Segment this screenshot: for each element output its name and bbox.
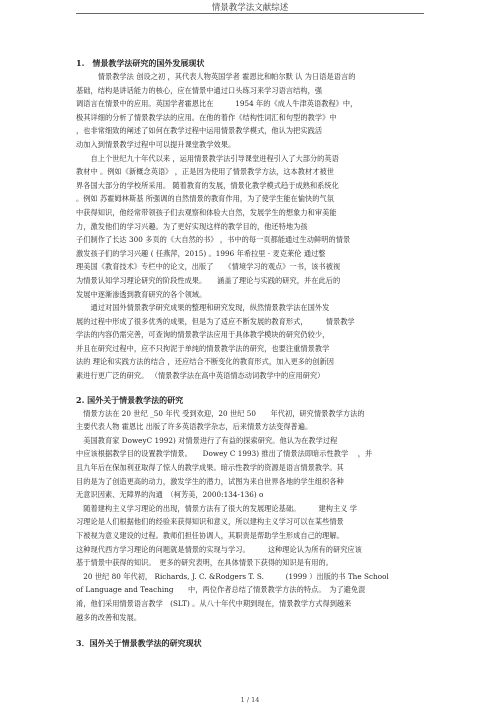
text-line: 习理论是人们根据他们的经验来获得知识和意义，所以建构主义学习可以在某些情景: [76, 517, 344, 527]
text-line: 为情景认知学习理论研究的阶段性成果。 涵盖了理论与实践的研究，并在此后的: [76, 275, 341, 285]
text-line: 目的是为了创造更高的动力，激发学生的潜力，试图为来自世界各地的学生组织各种: [76, 476, 344, 486]
running-header: 情景教学法文献综述: [211, 3, 289, 13]
paragraph: [76, 152, 428, 302]
text-line: 下被视为意义建设的过程。教师们担任协调人，其职责是帮助学生形成自己的理解。: [76, 531, 344, 540]
text-line: 理美国《教育技术》专栏中的论文，出版了 《情境学习的观点》一书，该书被视: [76, 262, 341, 272]
text-line: 基础，结构是讲话能力的核心，应在情景中通过口头练习来学习语言结构，强: [76, 85, 323, 95]
page-number: 1 / 14: [240, 696, 260, 704]
text-line: 这种现代西方学习理论的问题就是情景的实现与学习。 这种理论认为所有的研究应该: [76, 544, 362, 554]
text-line: 子们制作了长达 300 多页的《大自然的书》 ，书中的每一页都能通过生动鲜明的情景: [76, 235, 351, 245]
text-line: 中应该根据教学目的设置教学情景。 Dowey C 1993) 推出了情景法即暗示性教学 ，并: [76, 449, 373, 459]
text-line: 通过对国外情景教学研究成果的整理和研究发现，纵然情景教学法在国外发: [76, 303, 330, 313]
text-line: 学法的内容仍需完善，可查询的情景教学法应用于具体教学模块的研究仍较少，: [76, 330, 330, 340]
text-line: 美国教育家 DoweyC 1992) 对情景进行了有益的探索研究。他认为在教学过程: [76, 435, 338, 445]
text-line: ，也非常细致的阐述了如何在教学过程中运用情景教学模式，他认为把实践活: [76, 126, 323, 136]
text-line: 并且在研究过程中，应不只拘泥于单纯的情景教学法的研究，也要注重情景教学: [76, 343, 330, 353]
text-line: 中获得知识，他经常带领孩子们去观察和体验大自然，发展学生的想象力和审美能: [76, 207, 337, 217]
text-line: 越多的改善和发展。: [76, 612, 142, 622]
paragraph: [76, 301, 428, 383]
text-line: 极其详细的分析了情景教学法的应用。在他的着作《结构性词汇和句型的教学》中: [76, 112, 337, 122]
text-line: 力，激发他们的学习兴趣。为了更好实现这样的教学目的，他还特地为孩: [76, 221, 308, 231]
text-line: 调语言在情景中的应用。英国学者霍恩比在 1954 年的《成人牛津英语教程》中，: [76, 99, 358, 109]
text-line: 淆，他们采用情景语言教学 (SLT) 。从八十年代中期到现在，情景教学方式得到越来: [76, 598, 352, 608]
section-heading-2: 2. 国外关于情景教学法的研究: [76, 394, 184, 405]
text-line: 激发孩子们的学习兴趣 ( 任燕萍，2015) 。1996 年希拉里 · 麦克莱伦 通过整: [76, 248, 326, 258]
text-line: 界各国大部分的学校所采用。 随着教育的发展，情景化教学模式趋于成熟和系统化: [76, 180, 339, 190]
text-line: 主要代表人物 霍恩比 出版了许多英语教学杂志，后来情景方法变得普遍。: [76, 422, 313, 432]
text-line: 动加入到情景教学过程中可以提升课堂教学效果。: [76, 139, 236, 149]
text-line: 基于情景中获得的知识。 更多的研究表明，在具体情景下获得的知识是有用的。: [76, 558, 333, 568]
header-rule: [76, 13, 424, 14]
text-line: 无意识因素、无障界的沟通 （柯芳美，2000:134-136) o: [76, 490, 264, 500]
text-line: 随着建构主义学习理论的出现，情景方法有了很大的发展理论基础。 建构主义 学: [76, 503, 358, 513]
section-heading-3: 3．国外关于情景教学法的研究现状: [76, 638, 202, 649]
paragraph: [76, 407, 428, 625]
text-line: 自上个世纪九十年代以来 ，运用情景教学法引导课堂进程引入了大部分的英语: [76, 153, 339, 163]
text-line: 发展中逐渐渗透到教育研究的各个领域。: [76, 289, 207, 299]
text-line: 情景教学法 创设之初 ，其代表人物英国学者 霍恩比和帕尔默 认 为日语是语言的: [76, 72, 356, 81]
text-line: 素进行更广泛的研究。 （情景教学法在高中英语情态动词教学中的应用研究）: [76, 371, 325, 381]
text-line: 且九年后在保加利亚取得了惊人的教学成果。暗示性教学的资源是语言情景教学。其: [76, 463, 344, 473]
paragraph: [76, 70, 428, 152]
text-line: 展的过程中形成了很多优秀的成果，但是为了适应不断发展的教育形式， 情景教学: [76, 316, 355, 326]
text-line: 教材中 。例如《新概念英语》 ，正是因为使用了情景教学方法，这本教材才被世: [76, 167, 334, 177]
text-line: 20 世纪 80 年代初， Richards, J. C. &Rodgers T. S. (1999 ）出版的书 The School: [76, 571, 389, 581]
text-line: 。例如 苏霍姆林斯基 所强调的自然情景的教育作用，为了使学生能在愉快的气氛: [76, 194, 334, 204]
text-line: of Language and Teaching 中，两位作者总结了情景教学方法的特点。 为了避免混: [76, 585, 366, 595]
section-heading-1: 1. 情景教学法研究的国外发展现状: [76, 58, 205, 68]
document-body: [76, 58, 428, 649]
text-line: 法的 理论和实践方法的结合 ，还应结合不断变化的教育形式，加入更多的创新因: [76, 357, 334, 367]
text-line: 情景方法在 20 世纪 _50 年代 受到欢迎，20 世纪 50 年代初，研究情景教学方法的: [76, 408, 365, 418]
